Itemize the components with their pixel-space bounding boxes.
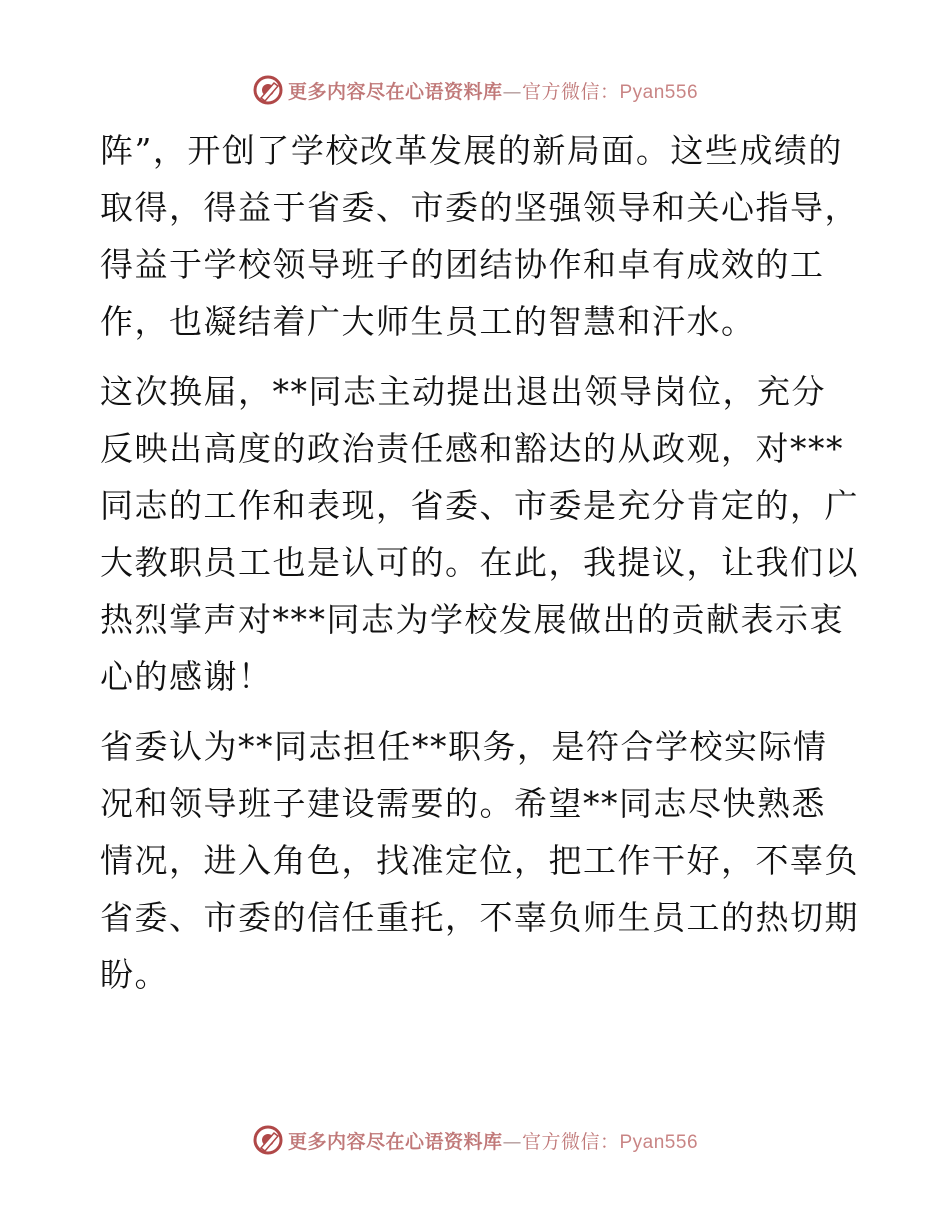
logo-icon bbox=[252, 74, 284, 106]
header-wechat-label: 官方微信： bbox=[521, 80, 620, 103]
header-wechat-id: Pyan556 bbox=[619, 81, 699, 103]
footer-text bbox=[288, 1127, 698, 1154]
header-text bbox=[288, 77, 698, 104]
header-label: 更多内容尽在心语资料库 bbox=[287, 80, 503, 103]
paragraph-3: 省委认为**同志担任**职务，是符合学校实际情况和领导班子建设需要的。希望**同志尽快熟悉情况，进入角色，找准定位，把工作干好，不辜负省委、市委的信任重托，不辜负师生员工的热切期盼。 bbox=[100, 727, 859, 994]
footer-banner bbox=[0, 1122, 950, 1158]
footer-separator: — bbox=[502, 1130, 522, 1153]
header-separator: — bbox=[502, 80, 522, 103]
footer-wechat-id: Pyan556 bbox=[619, 1131, 699, 1153]
paragraph-1: 阵”，开创了学校改革发展的新局面。这些成绩的取得，得益于省委、市委的坚强领导和关心指导，得益于学校领导班子的团结协作和卓有成效的工作，也凝结着广大师生员工的智慧和汗水。 bbox=[100, 131, 859, 341]
logo-icon bbox=[252, 1124, 284, 1156]
footer-wechat-label: 官方微信： bbox=[521, 1130, 620, 1153]
header-banner bbox=[0, 72, 950, 108]
footer-label: 更多内容尽在心语资料库 bbox=[287, 1130, 503, 1153]
paragraph-2: 这次换届，**同志主动提出退出领导岗位，充分反映出高度的政治责任感和豁达的从政观，对***同志的工作和表现，省委、市委是充分肯定的，广大教职员工也是认可的。在此，我提议，让我们以热烈掌声对***同志为学校发展做出的贡献表示衷心的感谢！ bbox=[100, 372, 859, 696]
document-body bbox=[100, 122, 860, 1003]
